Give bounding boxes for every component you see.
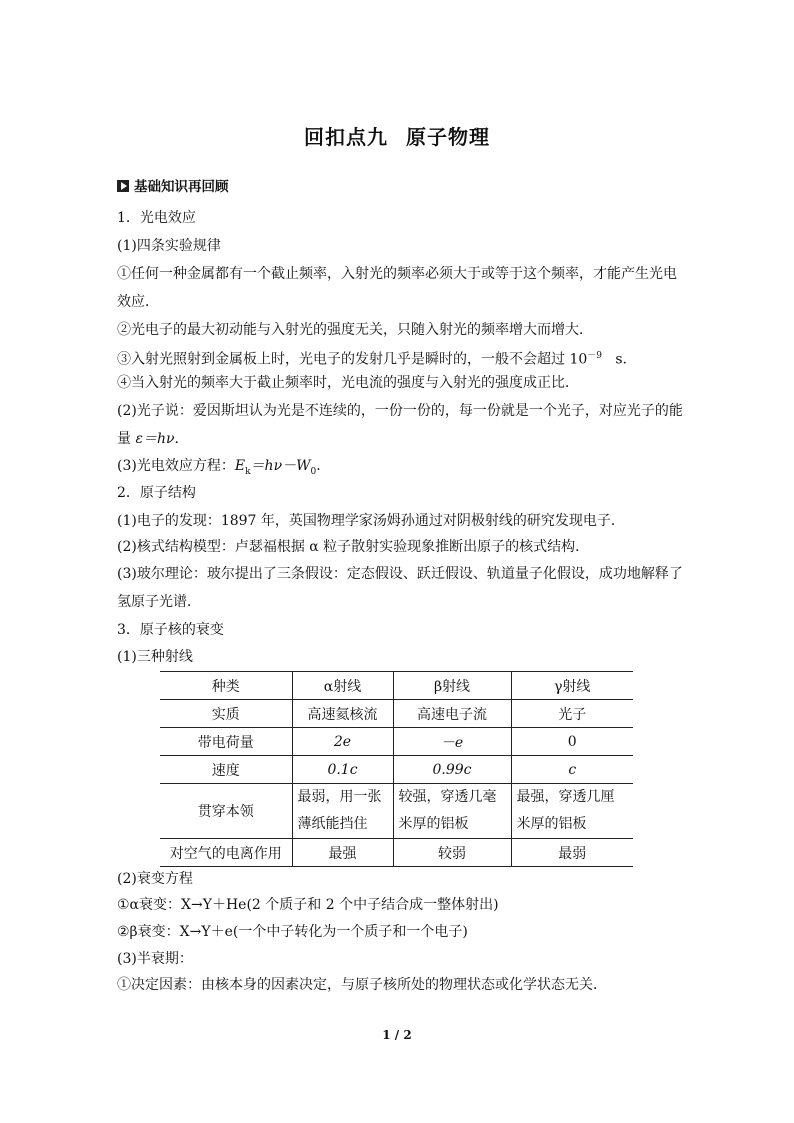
s1-r3 [117,346,627,370]
page-title [0,121,794,150]
photoelectric-eq-sub-k: k [245,466,251,477]
s1-r1a: ①任何一种金属都有一个截止频率，入射光的频率必须大于或等于这个频率，才能产生光电 [117,266,677,282]
s2-heading: 2．原子结构 [117,485,196,501]
s1-sub2b [117,429,179,449]
s1-r3-unit: s. [615,351,627,368]
title-part1: 回扣点九 [304,125,388,149]
table-cell: 0.1c [292,756,393,784]
s3-sub2: (2)衰变方程 [117,871,193,887]
s1-sub1: (1)四条实验规律 [117,238,221,254]
table-header-cell: α射线 [292,672,393,700]
s3-sub3: (3)半衰期： [117,951,193,967]
s2-l3b: 氢原子光谱． [117,594,201,610]
s2-l1: (1)电子的发现：1897 年，英国物理学家汤姆孙通过对阴极射线的研究发现电子． [117,513,625,529]
table-cell: 最强 [292,839,393,867]
table-header-cell: 种类 [160,672,292,700]
radiation-table [160,671,633,867]
beta-eq-b: Y＋ [201,924,225,940]
table-cell: 带电荷量 [160,728,292,756]
s1-sub2a: (2)光子说：爱因斯坦认为光是不连续的，一份一份的，每一份就是一个光子，对应光子的能 [117,403,683,419]
table-cell: 0.99c [393,756,511,784]
table-cell: 最弱，用一张薄纸能挡住 [292,784,393,839]
play-triangle-icon [117,180,129,192]
s2-l2: (2)核式结构模型：卢瑟福根据 α 粒子散射实验现象推断出原子的核式结构． [117,539,590,555]
table-cell: 速度 [160,756,292,784]
table-header-cell: β射线 [393,672,511,700]
section-header-text: 基础知识再回顾 [134,179,229,195]
table-cell: c [511,756,633,784]
photon-energy-formula: ε＝hν. [135,431,179,447]
table-cell: 最弱 [511,839,633,867]
alpha-decay-line [117,895,499,915]
table-cell: 光子 [511,700,633,728]
beta-decay-prefix: ②β衰变： [117,924,180,940]
alpha-eq-a: X→ [181,897,203,913]
table-cell: 对空气的电离作用 [160,839,292,867]
table-cell: 最强，穿透几厘米厚的铝板 [511,784,633,839]
table-row [160,700,633,728]
s1-heading: 1．光电效应 [117,210,196,226]
table-cell: －e [393,728,511,756]
s2-l3a: (3)玻尔理论：玻尔提出了三条假设：定态假设、跃迁假设、轨道量子化假设，成功地解释了 [117,566,683,582]
s3-heading: 3．原子核的衰变 [117,622,224,638]
s1-sub3 [117,456,321,482]
beta-decay-line [117,922,468,942]
table-cell: 贯穿本领 [160,784,292,839]
s1-r3-text: ③入射光照射到金属板上时，光电子的发射几乎是瞬时的，一般不会超过 10 [117,351,588,368]
photoelectric-eq-sub-0: 0 [310,466,317,477]
table-cell: 0 [511,728,633,756]
beta-decay-note: (一个中子转化为一个质子和一个电子) [232,924,468,940]
table-header-cell: γ射线 [511,672,633,700]
s1-sub2b-prefix: 量 [117,431,136,447]
title-part2: 原子物理 [406,125,490,149]
alpha-decay-note: (2 个质子和 2 个中子结合成一整体射出) [246,897,499,913]
alpha-eq-c: He [225,897,247,913]
s3-sub1: (1)三种射线 [117,649,193,665]
alpha-decay-prefix: ①α衰变： [117,897,182,913]
s1-r1b: 效应． [117,294,159,310]
table-row [160,839,633,867]
s1-sub3-prefix: (3)光电效应方程： [117,458,235,474]
table-cell: 较强，穿透几毫米厚的铝板 [393,784,511,839]
section-header [117,177,229,197]
beta-eq-a: X→ [179,924,202,940]
s1-r4: ④当入射光的频率大于截止频率时，光电流的强度与入射光的强度成正比． [117,375,579,391]
table-row [160,728,633,756]
table-cell: 高速氦核流 [292,700,393,728]
photoelectric-eq-end: . [316,458,321,474]
page-number: 1 / 2 [382,1028,412,1042]
table-cell: 实质 [160,700,292,728]
beta-eq-c: e [224,924,233,940]
s1-r2: ②光电子的最大初动能与入射光的强度无关，只随入射光的频率增大而增大． [117,322,593,338]
table-header-row [160,672,633,700]
table-cell: 高速电子流 [393,700,511,728]
alpha-eq-b: Y＋ [202,897,226,913]
s1-r3-exp: －9 [587,351,602,361]
photoelectric-eq-rest: ＝hν－W [250,458,311,474]
photoelectric-eq-e: E [234,458,246,474]
table-row [160,756,633,784]
table-row [160,784,633,839]
table-cell: 较弱 [393,839,511,867]
half-life-l1: ①决定因素：由核本身的因素决定，与原子核所处的物理状态或化学状态无关． [117,977,607,993]
table-cell: 2e [292,728,393,756]
